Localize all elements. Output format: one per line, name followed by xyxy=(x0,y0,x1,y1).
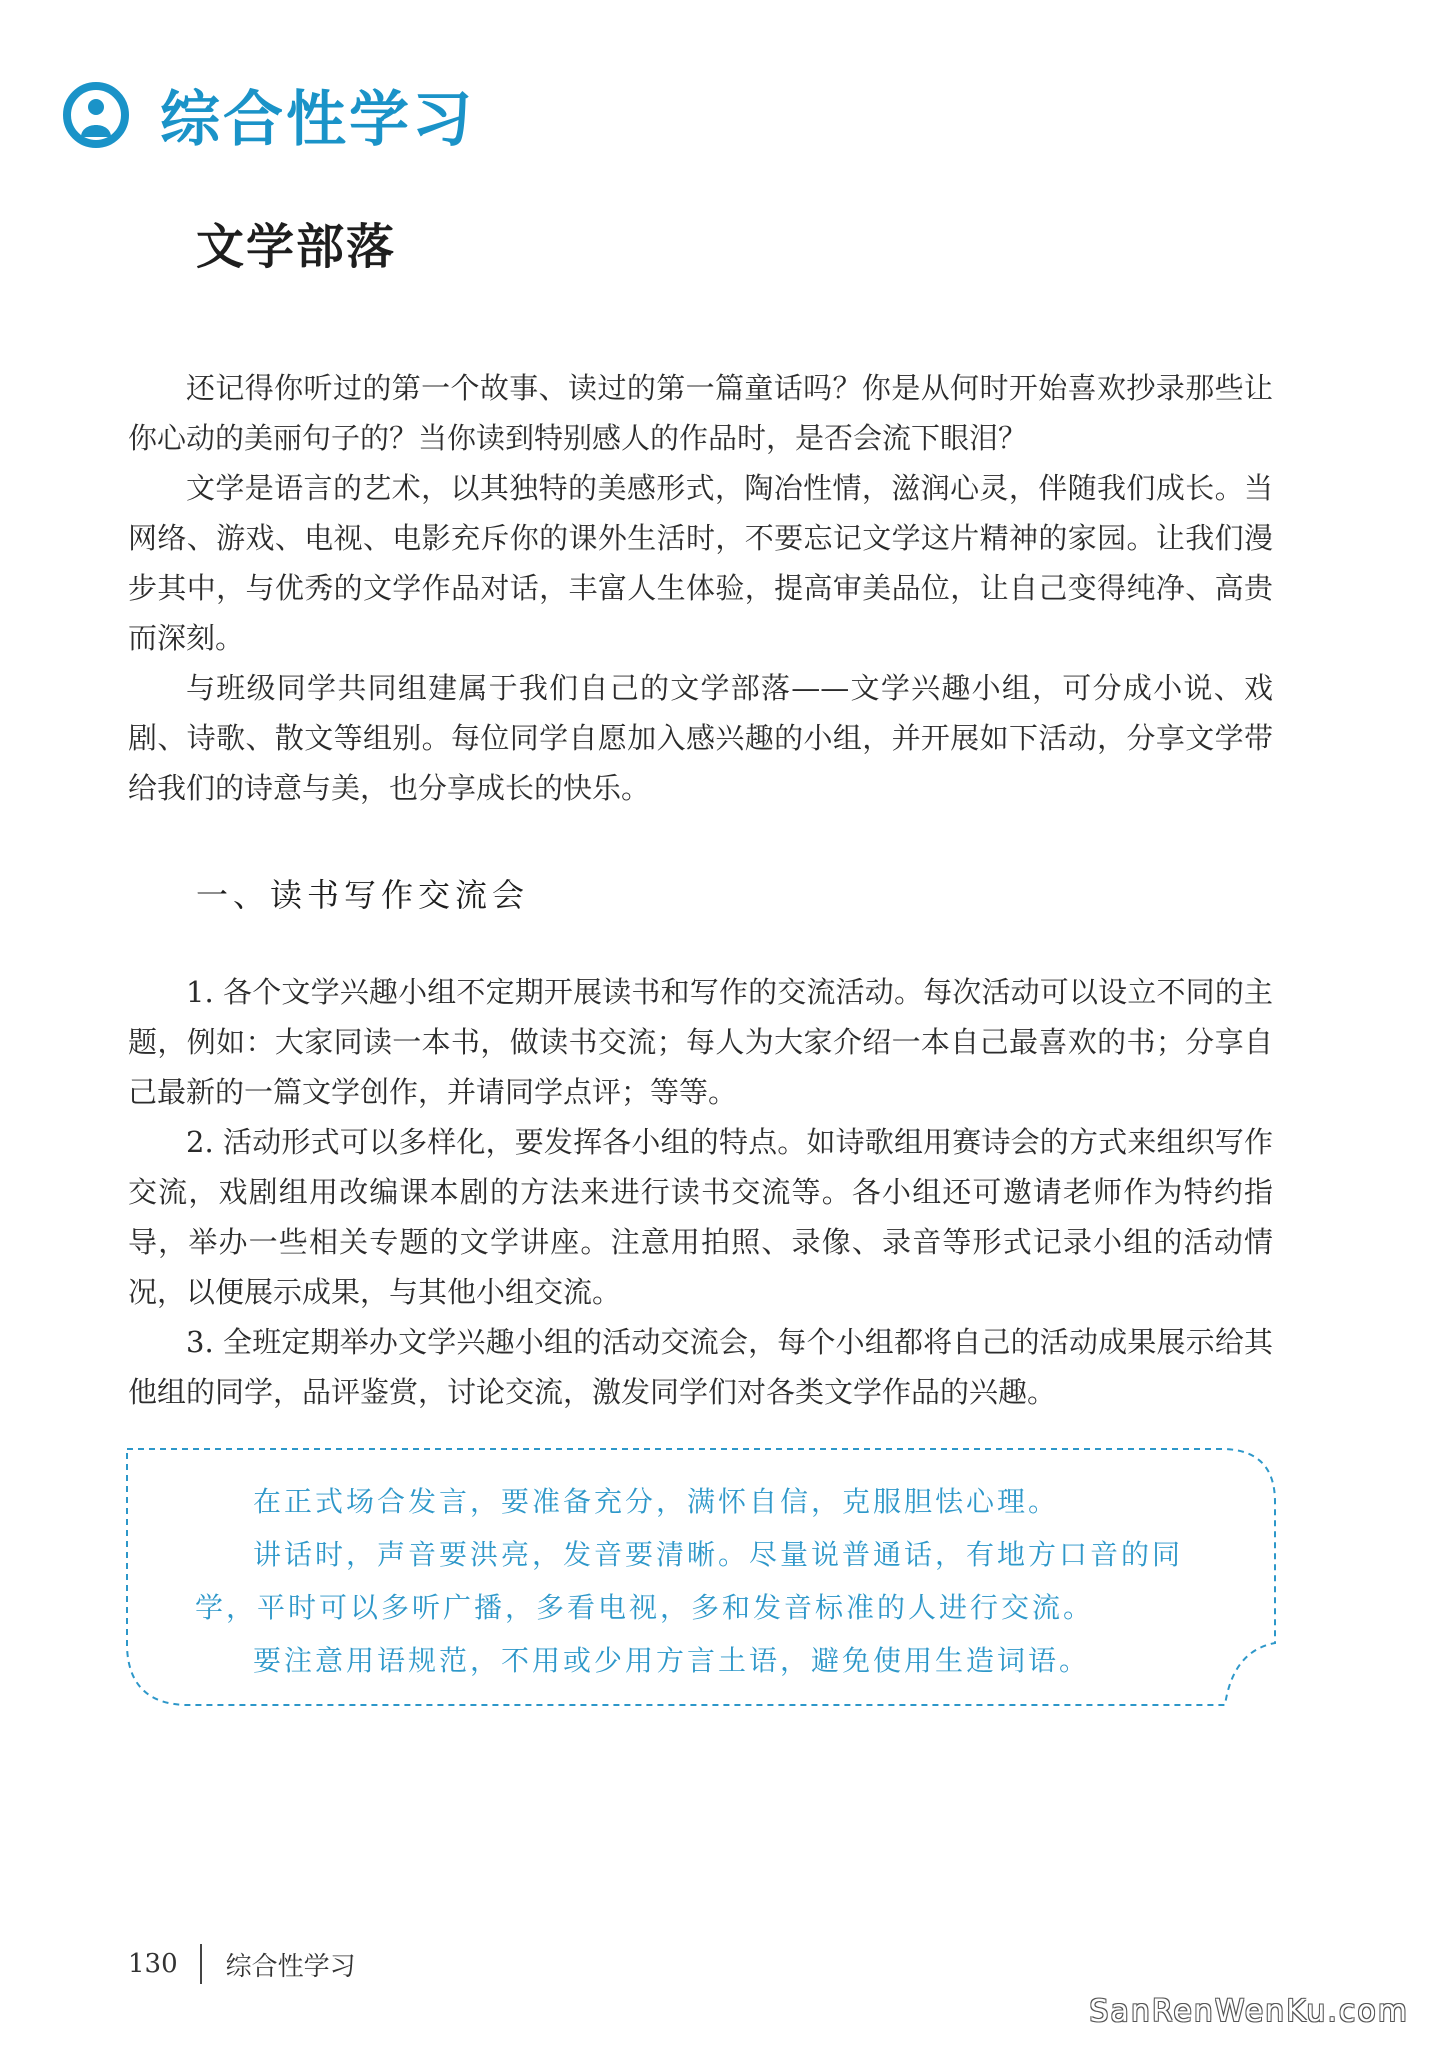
intro-paragraph: 文学是语言的艺术，以其独特的美感形式，陶冶性情，滋润心灵，伴随我们成长。当网络、游戏、电视、电影充斥你的课外生活时，不要忘记文学这片精神的家园。让我们漫步其中，与优秀的文学作品对话，丰富人生体验，提高审美品位，让自己变得纯净、高贵而深刻。 xyxy=(128,471,1273,655)
tip-box xyxy=(125,1447,1277,1707)
intro-paragraph: 还记得你听过的第一个故事、读过的第一篇童话吗？你是从何时开始喜欢抄录那些让你心动的美丽句子的？当你读到特别感人的作品时，是否会流下眼泪？ xyxy=(128,371,1273,455)
footer-divider xyxy=(200,1944,202,1984)
intro-text xyxy=(128,363,1273,813)
activity-item: 2. 活动形式可以多样化，要发挥各小组的特点。如诗歌组用赛诗会的方式来组织写作交流，戏剧组用改编课本剧的方法来进行读书交流等。各小组还可邀请老师作为特约指导，举办一些相关专题的文学讲座。注意用拍照、录像、录音等形式记录小组的活动情况，以便展示成果，与其他小组交流。 xyxy=(128,1125,1273,1309)
intro-paragraph: 与班级同学共同组建属于我们自己的文学部落——文学兴趣小组，可分成小说、戏剧、诗歌、散文等组别。每位同学自愿加入感兴趣的小组，并开展如下活动，分享文学带给我们的诗意与美，也分享成长的快乐。 xyxy=(128,671,1273,805)
tip-text xyxy=(195,1475,1235,1687)
activity-item: 3. 全班定期举办文学兴趣小组的活动交流会，每个小组都将自己的活动成果展示给其他组的同学，品评鉴赏，讨论交流，激发同学们对各类文学作品的兴趣。 xyxy=(128,1325,1273,1409)
tip-paragraph: 讲话时，声音要洪亮，发音要清晰。尽量说普通话，有地方口音的同学，平时可以多听广播，多看电视，多和发音标准的人进行交流。 xyxy=(195,1538,1184,1624)
activity-item: 1. 各个文学兴趣小组不定期开展读书和写作的交流活动。每次活动可以设立不同的主题，例如：大家同读一本书，做读书交流；每人为大家介绍一本自己最喜欢的书；分享自己最新的一篇文学创作，并请同学点评；等等。 xyxy=(128,975,1273,1109)
section-heading: 一、读书写作交流会 xyxy=(196,876,530,914)
tip-paragraph: 要注意用语规范，不用或少用方言土语，避免使用生造词语。 xyxy=(253,1644,1091,1677)
tip-paragraph: 在正式场合发言，要准备充分，满怀自信，克服胆怯心理。 xyxy=(253,1485,1060,1518)
activities-list xyxy=(128,967,1273,1417)
page-number: 130 xyxy=(128,1949,178,1979)
watermark: SanRenWenKu.com xyxy=(1089,1994,1409,2029)
page-footer xyxy=(128,1944,356,1984)
page-header xyxy=(62,72,475,158)
header-title: 综合性学习 xyxy=(160,85,475,155)
footer-section: 综合性学习 xyxy=(225,1951,356,1982)
person-icon xyxy=(62,81,130,149)
lesson-title: 文学部落 xyxy=(196,219,397,275)
